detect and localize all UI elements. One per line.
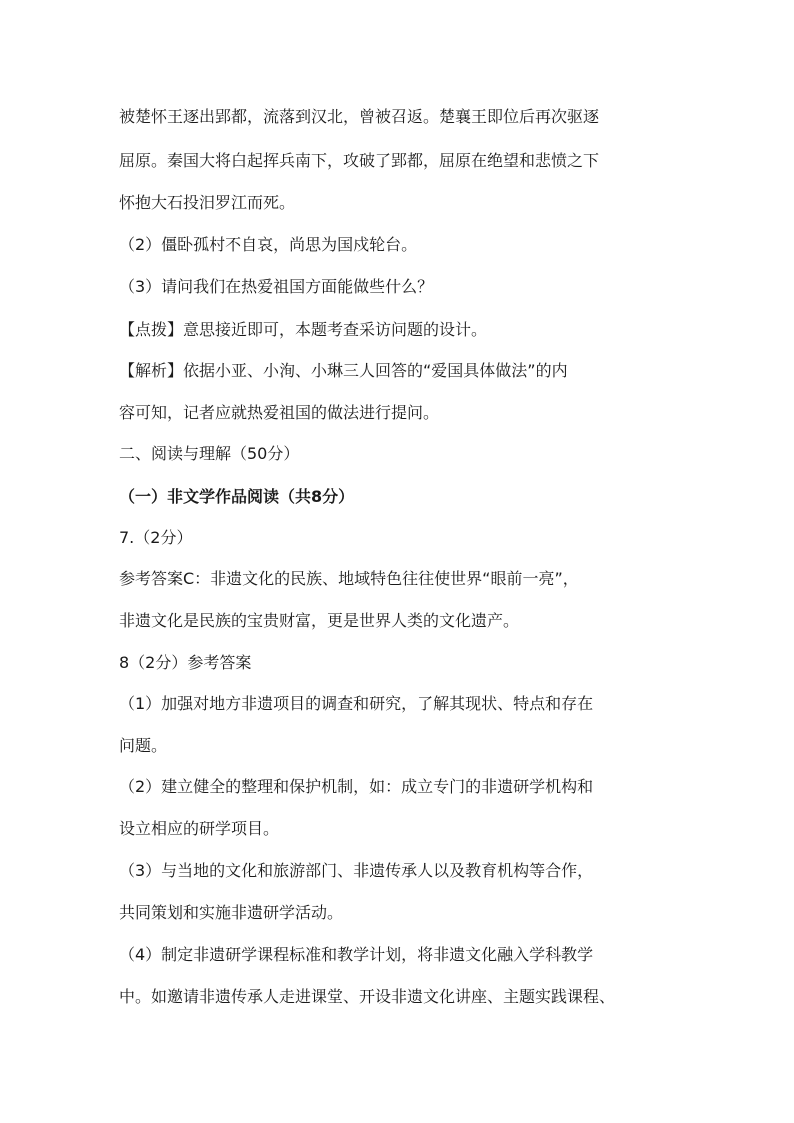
text-line: 容可知，记者应就热爱祖国的做法进行提问。	[119, 403, 440, 422]
text-line: 【点拨】意思接近即可，本题考查采访问题的设计。	[119, 320, 488, 339]
text-line: （4）制定非遗研学课程标准和教学计划，将非遗文化融入学科教学	[119, 945, 594, 964]
section-heading: 二、阅读与理解（50分）	[119, 444, 300, 463]
question-number: 7.（2分）	[119, 528, 193, 547]
text-line: （2）僵卧孤村不自哀，尚思为国戍轮台。	[119, 235, 418, 254]
text-line: 屈原。秦国大将白起挥兵南下，攻破了郢都，屈原在绝望和悲愤之下	[119, 151, 600, 170]
text-line: （2）建立健全的整理和保护机制，如：成立专门的非遗研学机构和	[119, 777, 594, 796]
text-line: （3）与当地的文化和旅游部门、非遗传承人以及教育机构等合作，	[119, 861, 594, 880]
text-line: 【解析】依据小亚、小洵、小琳三人回答的“爱国具体做法”的内	[119, 361, 568, 380]
text-line: 怀抱大石投汨罗江而死。	[119, 193, 296, 212]
text-line: 被楚怀王逐出郢都，流落到汉北，曾被召返。楚襄王即位后再次驱逐	[119, 107, 600, 126]
text-line: 参考答案C：非遗文化的民族、地域特色往往使世界“眼前一亮”，	[119, 569, 579, 588]
question-number: 8（2分）参考答案	[119, 653, 252, 672]
text-line: 共同策划和实施非遗研学活动。	[119, 903, 344, 922]
text-line: 中。如邀请非遗传承人走进课堂、开设非遗文化讲座、主题实践课程、	[119, 987, 616, 1006]
text-line: （1）加强对地方非遗项目的调查和研究，了解其现状、特点和存在	[119, 694, 594, 713]
text-line: 设立相应的研学项目。	[119, 819, 280, 838]
text-line: （3）请问我们在热爱祖国方面能做些什么？	[119, 277, 434, 296]
text-line: 非遗文化是民族的宝贵财富，更是世界人类的文化遗产。	[119, 611, 520, 630]
subsection-heading: （一）非文学作品阅读（共8分）	[119, 487, 355, 506]
text-line: 问题。	[119, 736, 168, 755]
